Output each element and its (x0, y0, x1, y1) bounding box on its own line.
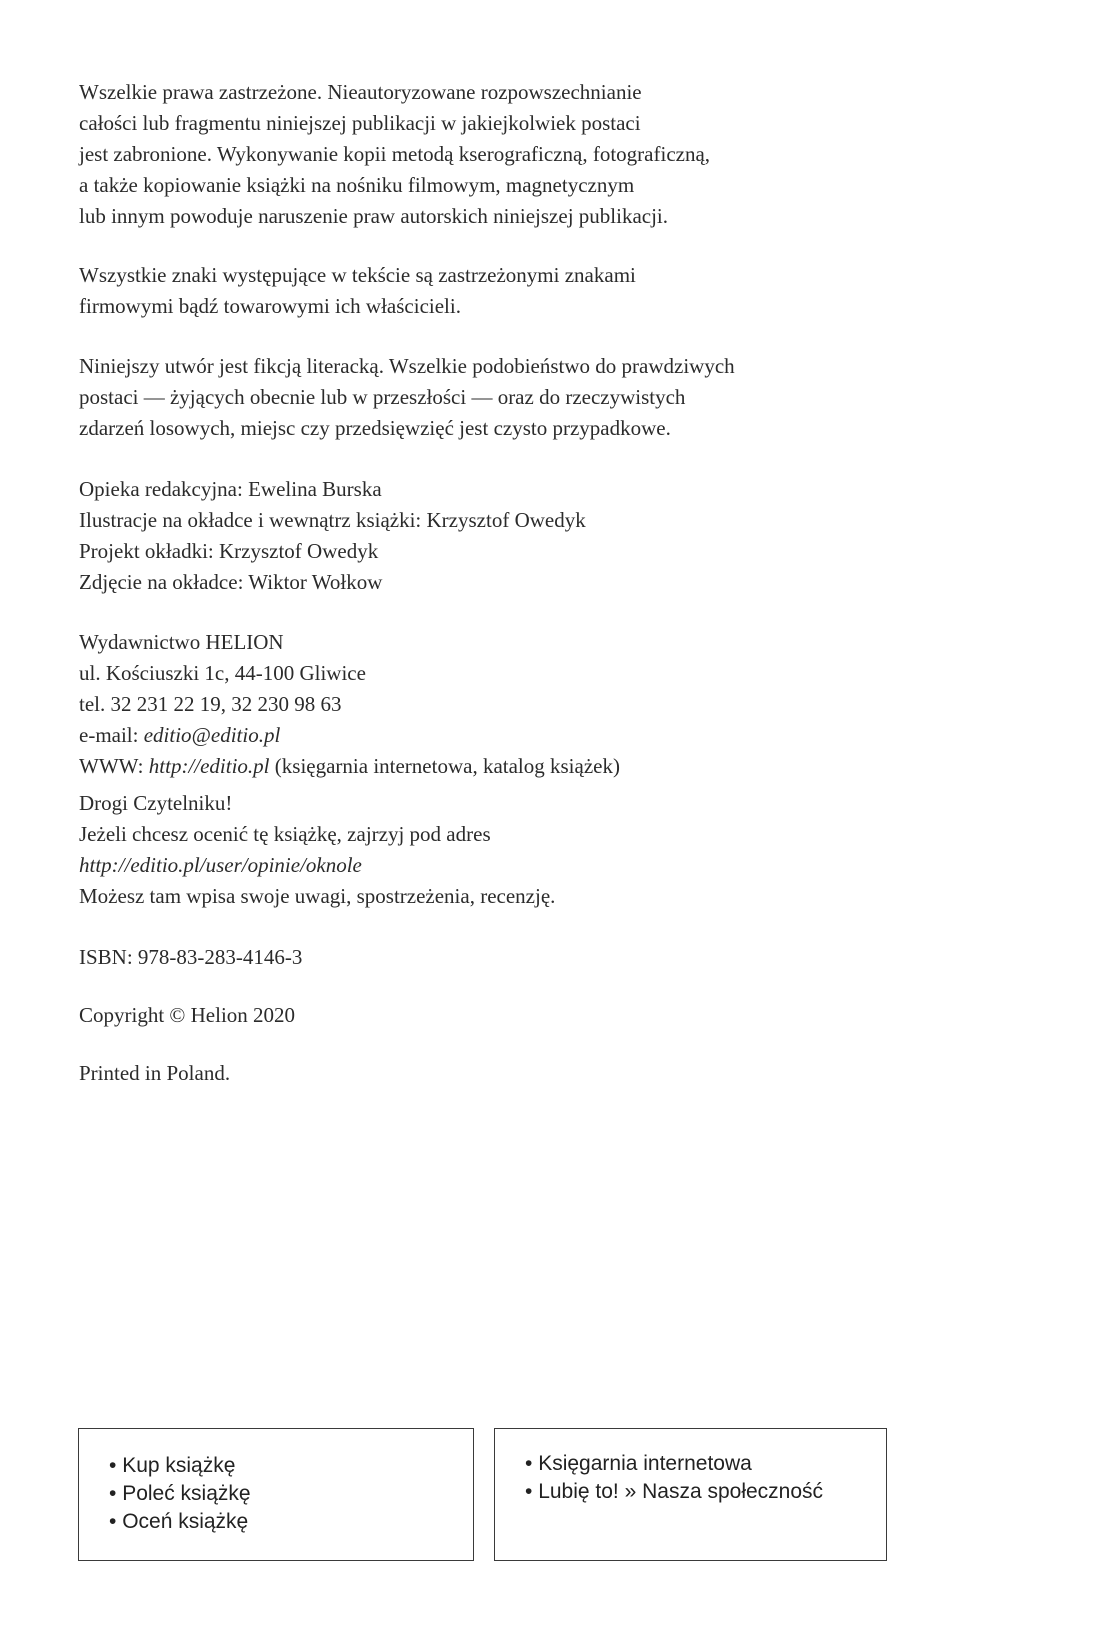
email-label: e-mail: (79, 723, 144, 747)
book-actions-box (78, 1428, 474, 1561)
rights-line: Wszelkie prawa zastrzeżone. Nieautoryzowane rozpowszechnianie (79, 80, 642, 104)
opinion-url-link[interactable]: http://editio.pl/user/opinie/oknole (79, 853, 362, 877)
recommend-book-link[interactable]: • Poleć książkę (109, 1480, 473, 1508)
publisher-address: ul. Kościuszki 1c, 44-100 Gliwice (79, 661, 366, 685)
rights-notice (79, 77, 979, 232)
community-link[interactable]: • Lubię to! » Nasza społeczność (525, 1478, 886, 1506)
community-box (494, 1428, 887, 1561)
www-note: (księgarnia internetowa, katalog książek) (269, 754, 620, 778)
printed-text: Printed in Poland. (79, 1061, 231, 1085)
rights-line: a także kopiowanie książki na nośniku filmowym, magnetycznym (79, 173, 635, 197)
rate-book-link[interactable]: • Oceń książkę (109, 1508, 473, 1536)
publisher-phone: tel. 32 231 22 19, 32 230 98 63 (79, 692, 342, 716)
credit-cover-design: Projekt okładki: Krzysztof Owedyk (79, 539, 379, 563)
reader-line: Jeżeli chcesz ocenić tę książkę, zajrzyj pod adres (79, 822, 491, 846)
reader-line: Możesz tam wpisa swoje uwagi, spostrzeżenia, recenzję. (79, 884, 556, 908)
credit-editor: Opieka redakcyjna: Ewelina Burska (79, 477, 382, 501)
publisher-name: Wydawnictwo HELION (79, 630, 284, 654)
buy-book-link[interactable]: • Kup książkę (109, 1452, 473, 1480)
publisher-email-row (79, 720, 979, 751)
rights-line: jest zabronione. Wykonywanie kopii metodą kserograficzną, fotograficzną, (79, 142, 711, 166)
fiction-line: zdarzeń losowych, miejsc czy przedsięwzięć jest czysto przypadkowe. (79, 416, 671, 440)
publisher-info (79, 627, 979, 782)
fiction-notice (79, 351, 979, 444)
www-link[interactable]: http://editio.pl (148, 754, 270, 778)
trademarks-notice (79, 260, 979, 322)
rights-line: lub innym powoduje naruszenie praw autorskich niniejszej publikacji. (79, 204, 669, 228)
publisher-www-row (79, 751, 979, 782)
online-bookstore-link[interactable]: • Księgarnia internetowa (525, 1450, 886, 1478)
rights-line: całości lub fragmentu niniejszej publikacji w jakiejkolwiek postaci (79, 111, 641, 135)
reader-greeting: Drogi Czytelniku! (79, 791, 233, 815)
fiction-line: Niniejszy utwór jest fikcją literacką. Wszelkie podobieństwo do prawdziwych (79, 354, 735, 378)
email-link[interactable]: editio@editio.pl (143, 723, 281, 747)
copyright-text: Copyright © Helion 2020 (79, 1003, 296, 1027)
www-label: WWW: (79, 754, 149, 778)
credit-illustrations: Ilustracje na okładce i wewnątrz książki: Krzysztof Owedyk (79, 508, 586, 532)
credits (79, 474, 979, 598)
reader-note (79, 788, 979, 912)
trademarks-line: Wszystkie znaki występujące w tekście są zastrzeżonymi znakami (79, 263, 636, 287)
trademarks-line: firmowymi bądź towarowymi ich właścicieli. (79, 294, 461, 318)
isbn (79, 942, 979, 973)
credit-cover-photo: Zdjęcie na okładce: Wiktor Wołkow (79, 570, 383, 594)
printed-in (79, 1058, 979, 1089)
isbn-text: ISBN: 978-83-283-4146-3 (79, 945, 303, 969)
copyright (79, 1000, 979, 1031)
fiction-line: postaci — żyjących obecnie lub w przeszłości — oraz do rzeczywistych (79, 385, 686, 409)
